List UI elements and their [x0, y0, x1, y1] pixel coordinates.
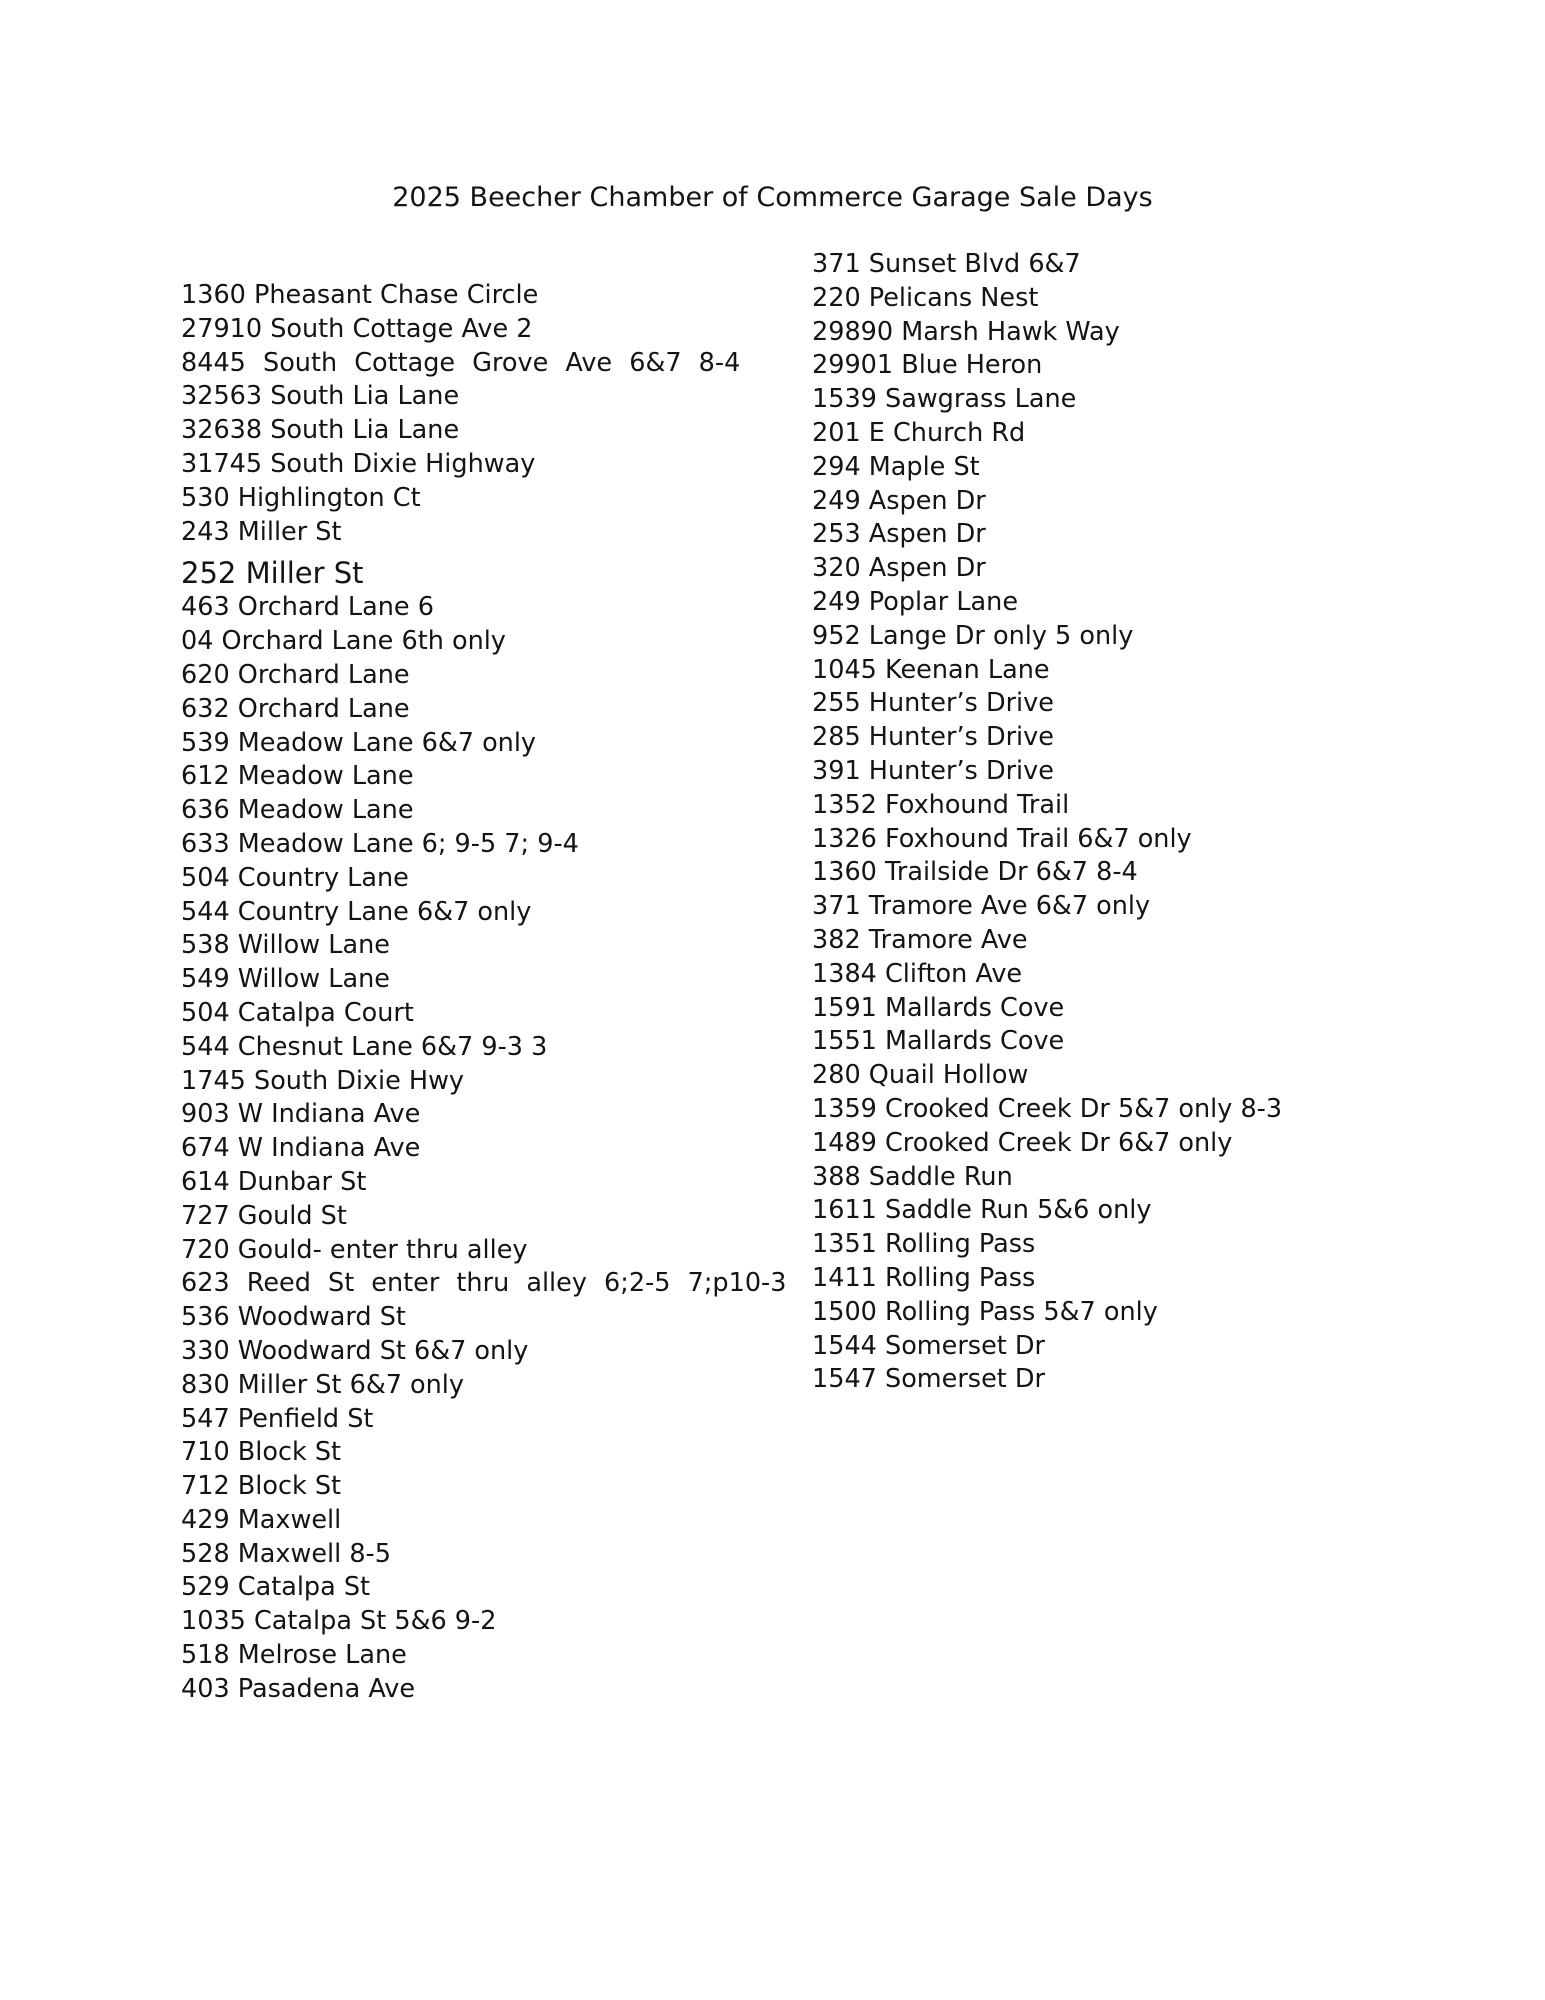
address-item: 27910 South Cottage Ave 2 [181, 313, 533, 344]
address-item: 712 Block St [181, 1471, 342, 1502]
address-item: 530 Highlington Ct [181, 482, 421, 513]
address-item: 32563 South Lia Lane [181, 381, 460, 412]
address-item: 547 Penfield St [181, 1403, 374, 1434]
address-item: 903 W Indiana Ave [181, 1099, 421, 1130]
address-item: 8445 South Cottage Grove Ave 6&7 8-4 [181, 347, 741, 378]
address-item: 518 Melrose Lane [181, 1640, 407, 1671]
address-item: 536 Woodward St [181, 1302, 406, 1333]
address-item: 710 Block St [181, 1437, 342, 1468]
address-item: 31745 South Dixie Highway [181, 448, 536, 479]
address-item: 1045 Keenan Lane [812, 654, 1050, 685]
address-item: 330 Woodward St 6&7 only [181, 1335, 529, 1366]
address-item: 403 Pasadena Ave [181, 1673, 416, 1704]
address-item: 1544 Somerset Dr [812, 1330, 1045, 1361]
address-item: 201 E Church Rd [812, 417, 1026, 448]
address-item: 528 Maxwell 8-5 [181, 1538, 391, 1569]
address-item: 1539 Sawgrass Lane [812, 384, 1077, 415]
address-item: 727 Gould St [181, 1200, 347, 1231]
address-item: 720 Gould- enter thru alley [181, 1234, 528, 1265]
address-item: 504 Country Lane [181, 862, 409, 893]
address-list-left [181, 279, 786, 1707]
address-item: 830 Miller St 6&7 only [181, 1369, 464, 1400]
address-item: 1591 Mallards Cove [812, 992, 1065, 1023]
page-title: 2025 Beecher Chamber of Commerce Garage Sale Days [392, 182, 1153, 213]
address-item: 1611 Saddle Run 5&6 only [812, 1195, 1152, 1226]
address-item: 1326 Foxhound Trail 6&7 only [812, 823, 1192, 854]
address-item: 255 Hunter’s Drive [812, 688, 1054, 719]
address-item: 614 Dunbar St [181, 1166, 367, 1197]
address-item: 539 Meadow Lane 6&7 only [181, 727, 537, 758]
address-item: 1360 Pheasant Chase Circle [181, 280, 539, 310]
address-item: 632 Orchard Lane [181, 693, 410, 724]
address-item: 538 Willow Lane [181, 930, 390, 961]
address-item: 382 Tramore Ave [812, 924, 1028, 955]
address-item: 1745 South Dixie Hwy [181, 1065, 465, 1096]
address-item: 252 Miller St [181, 556, 364, 591]
address-item: 294 Maple St [812, 451, 980, 482]
address-item: 952 Lange Dr only 5 only [812, 620, 1134, 651]
address-item: 549 Willow Lane [181, 964, 390, 995]
address-item: 1352 Foxhound Trail [812, 789, 1070, 820]
address-item: 1360 Trailside Dr 6&7 8-4 [812, 857, 1138, 888]
address-item: 249 Aspen Dr [812, 485, 986, 516]
address-item: 280 Quail Hollow [812, 1060, 1029, 1091]
address-list-right [812, 248, 1282, 1397]
address-item: 243 Miller St [181, 516, 342, 547]
address-item: 1359 Crooked Creek Dr 5&7 only 8-3 [812, 1093, 1283, 1124]
address-item: 29901 Blue Heron [812, 350, 1043, 381]
address-item: 636 Meadow Lane [181, 795, 414, 826]
address-item: 391 Hunter’s Drive [812, 755, 1054, 786]
address-item: 529 Catalpa St [181, 1572, 371, 1603]
address-item: 612 Meadow Lane [181, 761, 414, 792]
address-item: 1551 Mallards Cove [812, 1026, 1065, 1057]
address-item: 623 Reed St enter thru alley 6;2-5 7;p10-3 [181, 1268, 787, 1299]
address-item: 320 Aspen Dr [812, 553, 986, 584]
address-item: 29890 Marsh Hawk Way [812, 316, 1120, 347]
address-item: 1489 Crooked Creek Dr 6&7 only [812, 1127, 1233, 1158]
address-item: 04 Orchard Lane 6th only [181, 626, 506, 657]
address-item: 633 Meadow Lane 6; 9-5 7; 9-4 [181, 828, 579, 859]
address-item: 371 Sunset Blvd 6&7 [812, 249, 1081, 279]
address-item: 1547 Somerset Dr [812, 1364, 1045, 1395]
address-item: 544 Chesnut Lane 6&7 9-3 3 [181, 1031, 548, 1062]
address-item: 32638 South Lia Lane [181, 415, 460, 446]
address-item: 674 W Indiana Ave [181, 1133, 421, 1164]
address-item: 620 Orchard Lane [181, 659, 410, 690]
address-item: 1384 Clifton Ave [812, 958, 1023, 989]
address-item: 1411 Rolling Pass [812, 1262, 1036, 1293]
address-item: 371 Tramore Ave 6&7 only [812, 891, 1151, 922]
address-item: 220 Pelicans Nest [812, 282, 1039, 313]
address-item: 285 Hunter’s Drive [812, 722, 1054, 753]
address-item: 249 Poplar Lane [812, 586, 1019, 617]
address-item: 504 Catalpa Court [181, 997, 414, 1028]
address-item: 253 Aspen Dr [812, 519, 986, 550]
address-item: 1500 Rolling Pass 5&7 only [812, 1296, 1158, 1327]
address-item: 388 Saddle Run [812, 1161, 1013, 1192]
address-item: 429 Maxwell [181, 1504, 342, 1535]
address-item: 544 Country Lane 6&7 only [181, 896, 532, 927]
address-item: 1351 Rolling Pass [812, 1229, 1036, 1260]
address-item: 463 Orchard Lane 6 [181, 592, 434, 623]
address-item: 1035 Catalpa St 5&6 9-2 [181, 1606, 497, 1637]
